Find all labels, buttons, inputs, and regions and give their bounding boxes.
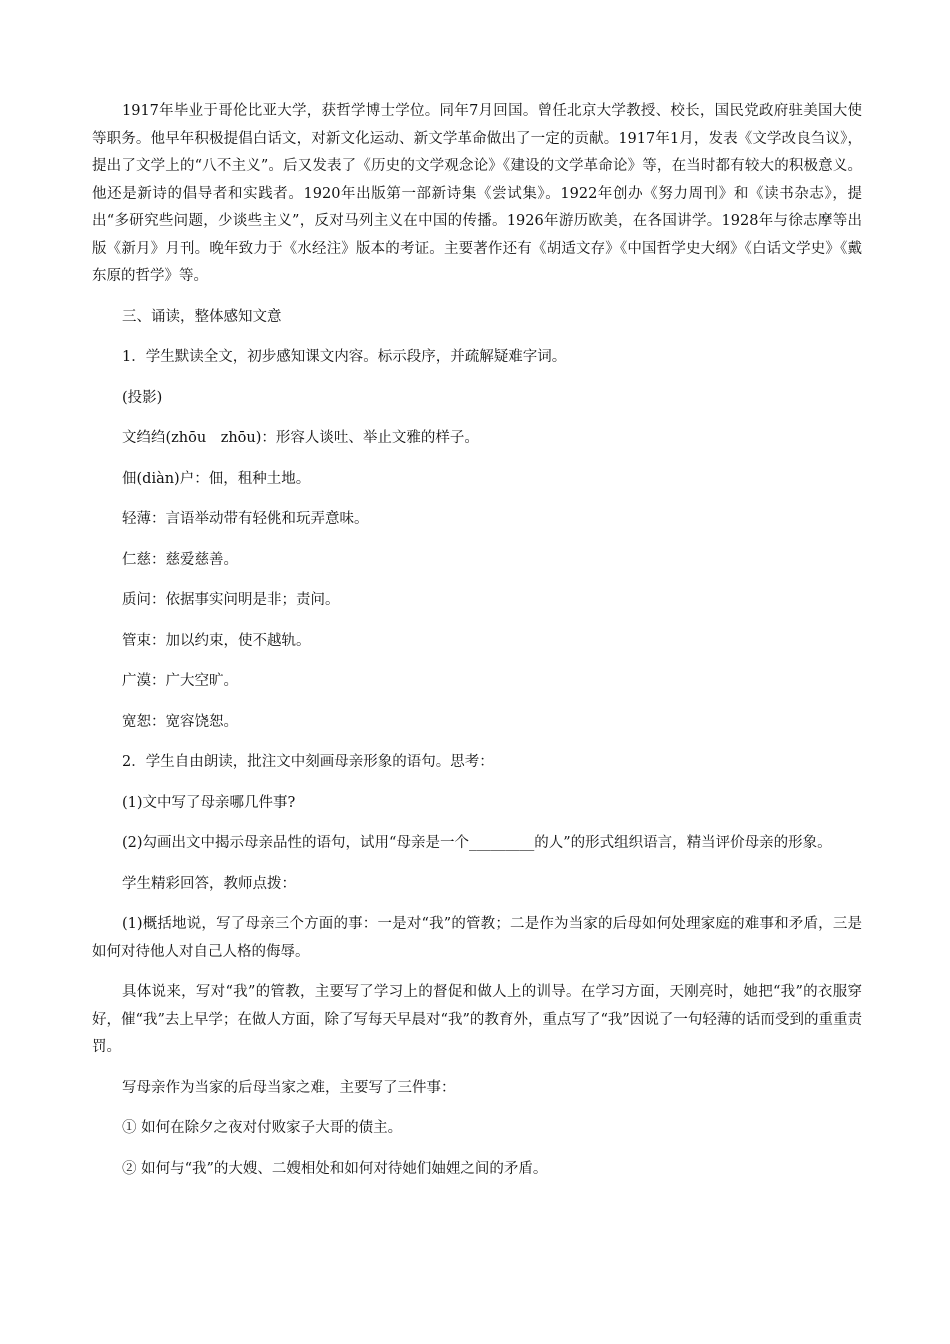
list-item: ① 如何在除夕之夜对付败家子大哥的债主。 [122,1120,403,1136]
document-page [92,98,862,1183]
vocab-item: 质问：依据事实问明是非；责问。 [122,592,340,608]
biography-paragraph: 1917年毕业于哥伦比亚大学，获哲学博士学位。同年7月回国。曾任北京大学教授、校长，国民党政府驻美国大使等职务。他早年积极提倡白话文，对新文化运动、新文学革命做出了一定的贡献。1917年1月，发表《文学改良刍议》，提出了文学上的“八不主义”。后又发表了《历史的文学观念论》《建设的文学革命论》等，在当时都有较大的积极意义。他还是新诗的倡导者和实践者。1920年出版第一部新诗集《尝试集》。1922年创办《努力周刊》和《读书杂志》，提出“多研究些问题，少谈些主义”，反对马列主义在中国的传播。1926年游历欧美，在各国讲学。1928年与徐志摩等出版《新月》月刊。晚年致力于《水经注》版本的考证。主要著作还有《胡适文存》《中国哲学史大纲》《白话文学史》《戴东原的哲学》等。 [92,103,862,284]
vocab-item: 管束：加以约束，使不越轨。 [122,632,311,649]
answer-intro: 学生精彩回答，教师点拨： [122,875,296,892]
question-2: (2)勾画出文中揭示母亲品性的语句，试用“母亲是一个_________的人”的形式组织语言，精当评价母亲的形象。 [122,835,832,851]
projection-note: (投影) [122,389,163,406]
list-item: ② 如何与“我”的大嫂、二嫂相处和如何对待她们妯娌之间的矛盾。 [122,1160,548,1177]
vocab-item: 文绉绉(zhōu zhōu)：形容人谈吐、举止文雅的样子。 [122,430,479,446]
vocab-item: 仁慈：慈爱慈善。 [122,551,238,568]
task-1: 1．学生默读全文，初步感知课文内容。标示段序，并疏解疑难字词。 [122,349,567,365]
vocab-item: 轻薄：言语举动带有轻佻和玩弄意味。 [122,511,369,527]
vocab-item: 广漠：广大空旷。 [122,673,238,689]
section-heading: 三、诵读，整体感知文意 [122,308,282,325]
answer-detail-intro: 写母亲作为当家的后母当家之难，主要写了三件事： [122,1079,456,1096]
answer-1: (1)概括地说，写了母亲三个方面的事：一是对“我”的管教；二是作为当家的后母如何处理家庭的难事和矛盾，三是如何对待他人对自己人格的侮辱。 [92,916,862,960]
question-1: (1)文中写了母亲哪几件事? [122,794,296,811]
answer-detail: 具体说来，写对“我”的管教，主要写了学习上的督促和做人上的训导。在学习方面，天刚亮时，她把“我”的衣服穿好，催“我”去上早学；在做人方面，除了写每天早晨对“我”的教育外，重点写了“我”因说了一句轻薄的话而受到的重重责罚。 [92,984,862,1055]
vocab-item: 佃(diàn)户：佃，租种土地。 [122,470,311,487]
task-2: 2．学生自由朗读，批注文中刻画母亲形象的语句。思考： [122,754,494,770]
vocab-item: 宽恕：宽容饶恕。 [122,713,238,730]
